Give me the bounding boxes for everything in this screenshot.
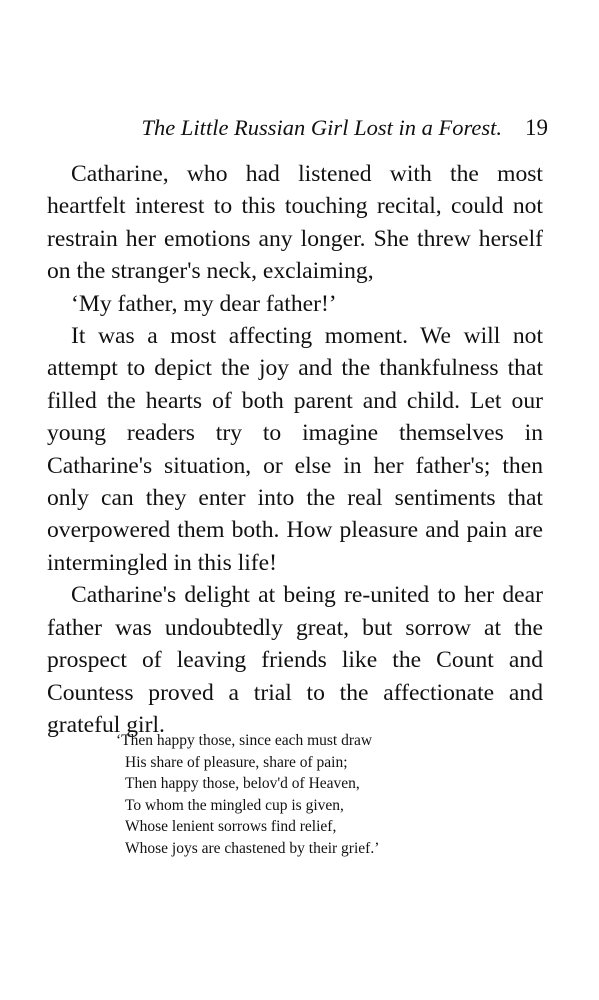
running-head xyxy=(60,110,548,146)
verse-block xyxy=(116,730,476,859)
verse-line: To whom the mingled cup is given, xyxy=(125,796,344,814)
paragraph-exclamation: ‘My father, my dear father!’ xyxy=(71,290,337,317)
page-number: 19 xyxy=(525,115,548,140)
verse-line: His share of pleasure, share of pain; xyxy=(125,753,348,771)
verse-line: Whose joys are chastened by their grief.’ xyxy=(125,839,380,857)
body-text xyxy=(47,158,543,741)
paragraph-catharine-embraces: Catharine, who had listened with the most heartfelt interest to this touching recital, could not restrain her emotions any longer. She threw herself on the stranger's neck, exclaiming, xyxy=(47,161,543,285)
paragraph-reunion: Catharine's delight at being re-united to her dear father was undoubtedly great, but sorrow at the prospect of leaving friends like the Count and Countess proved a trial to the affectionate and grateful girl. xyxy=(47,582,543,738)
paragraph-affecting-moment: It was a most affecting moment. We will not attempt to depict the joy and the thankfulness that filled the hearts of both parent and child. Let our young readers try to imagine themselves in Catharine's situation, or else in her father's; then only can they enter into the real sentiments that overpowered them both. How pleasure and pain are intermingled in this life! xyxy=(47,323,543,576)
verse-line: Then happy those, belov'd of Heaven, xyxy=(125,775,360,792)
running-title: The Little Russian Girl Lost in a Forest. xyxy=(141,115,502,140)
verse-line: ‘Then happy those, since each must draw xyxy=(116,732,373,749)
verse-line: Whose lenient sorrows find relief, xyxy=(125,818,337,835)
